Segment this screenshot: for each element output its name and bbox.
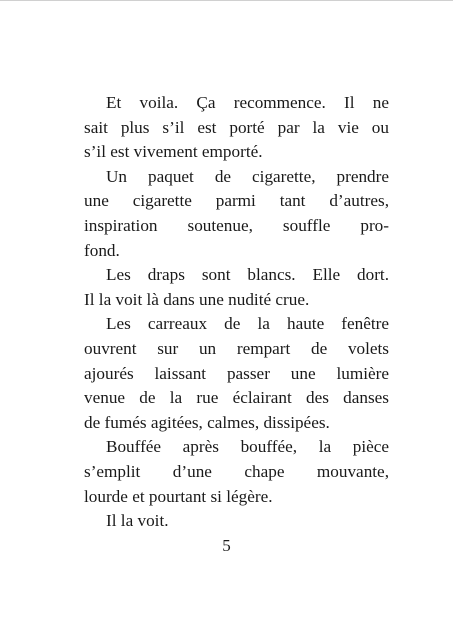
text-line: Il la voit là dans une nudité crue. <box>84 289 310 309</box>
paragraph-3 <box>84 263 389 312</box>
text-line: Les draps sont blancs. Elle dort. <box>106 265 389 285</box>
text-line: de fumés agitées, calmes, dissipées. <box>84 412 330 432</box>
text-line: une cigarette parmi tant d’autres, <box>84 191 389 211</box>
text-line: ouvrent sur un rempart de volets <box>84 338 389 358</box>
text-line: s’il est vivement emporté. <box>84 142 263 162</box>
page-top-border <box>0 0 453 4</box>
text-line: venue de la rue éclairant des danses <box>84 388 389 408</box>
page-body <box>84 91 389 534</box>
paragraph-5 <box>84 435 389 509</box>
text-line: inspiration soutenue, souffle pro- <box>84 215 389 235</box>
text-line: fond. <box>84 240 120 260</box>
text-line: Bouffée après bouffée, la pièce <box>106 437 389 457</box>
text-line: Les carreaux de la haute fenêtre <box>106 314 389 334</box>
paragraph-6 <box>84 509 389 534</box>
paragraph-1 <box>84 91 389 165</box>
text-line: sait plus s’il est porté par la vie ou <box>84 117 389 137</box>
paragraph-2 <box>84 165 389 263</box>
text-line: s’emplit d’une chape mouvante, <box>84 461 389 481</box>
text-line: ajourés laissant passer une lumière <box>84 363 389 383</box>
text-line: lourde et pourtant si légère. <box>84 486 273 506</box>
page-number: 5 <box>222 536 231 555</box>
text-line: Un paquet de cigarette, prendre <box>106 166 389 186</box>
paragraph-4 <box>84 312 389 435</box>
text-line: Et voila. Ça recommence. Il ne <box>106 93 389 112</box>
text-line: Il la voit. <box>106 511 169 531</box>
